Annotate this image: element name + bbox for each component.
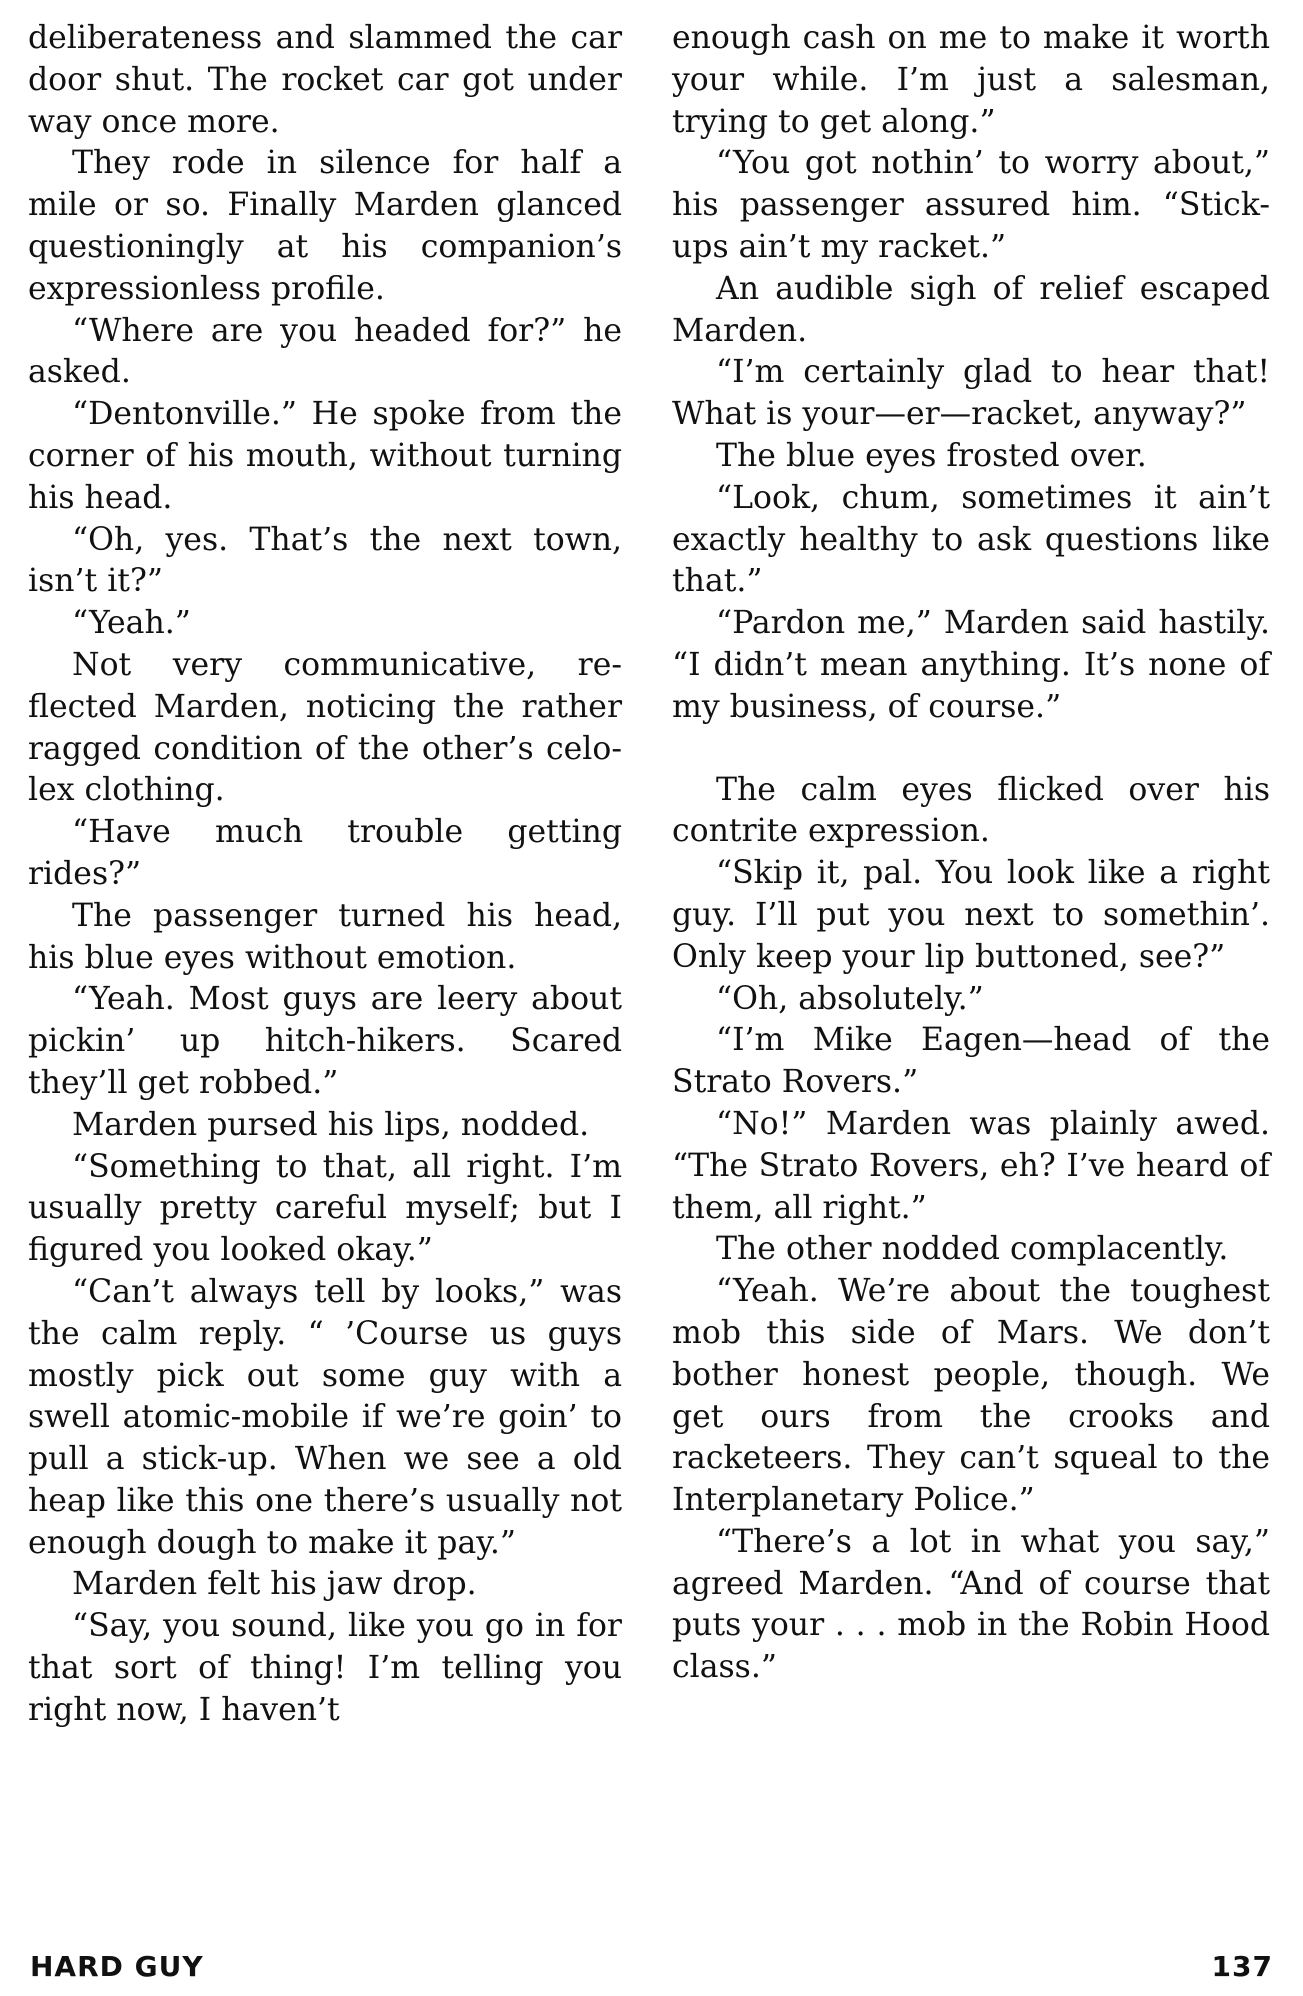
paragraph: The other nodded complacently.	[716, 1231, 1229, 1268]
text-column-left	[28, 18, 622, 1732]
paragraph: “Look, chum, sometimes it ain’t exactly healthy to ask questions like that.”	[672, 479, 1270, 600]
paragraph: The calm eyes flicked over his contrite expression.	[672, 771, 1270, 850]
paragraph: deliberateness and slammed the car door shut. The rocket car got under way once more.	[28, 20, 622, 140]
running-footer-title: HARD GUY	[30, 1950, 204, 1983]
paragraph: “No!” Marden was plainly awed. “The Strato Rovers, eh? I’ve heard of them, all right.”	[672, 1105, 1270, 1226]
paragraph: “Yeah. Most guys are leery about pickin’ up hitch-hikers. Scared they’ll get robbed.”	[28, 981, 622, 1101]
paragraph: The blue eyes frosted over.	[716, 437, 1147, 474]
paragraph: Marden pursed his lips, nodded.	[72, 1106, 590, 1143]
paragraph: “You got nothin’ to worry about,” his passenger assured him. “Stick-ups ain’t my racket.”	[672, 145, 1270, 265]
paragraph: enough cash on me to make it worth your while. I’m just a salesman, trying to get along.”	[672, 20, 1270, 140]
paragraph: “I’m certainly glad to hear that! What is your—er—racket, anyway?”	[672, 354, 1270, 433]
paragraph: “Pardon me,” Marden said hastily. “I didn’t mean anything. It’s none of my business, of course.”	[672, 605, 1270, 725]
paragraph: “Have much trouble getting rides?”	[28, 814, 622, 892]
paragraph: “Something to that, all right. I’m usually pretty careful myself; but I figured you looked okay.”	[28, 1148, 622, 1269]
paragraph: “Where are you headed for?” he asked.	[28, 312, 622, 391]
paragraph: They rode in silence for half a mile or so. Finally Marden glanced questioningly at his companion’s expressionless profile.	[28, 145, 622, 307]
paragraph: Not very communicative, reflected Marden, noticing the rather ragged condition of the other’s celo-lex clothing.	[28, 646, 622, 809]
paragraph: The passenger turned his head, his blue eyes without emotion.	[28, 897, 622, 976]
paragraph: “Yeah. We’re about the toughest mob this side of Mars. We don’t bother honest people, though. We get ours from the crooks and racketeers. They can’t squeal to the Interplanetary Police.”	[672, 1273, 1270, 1519]
paragraph: Marden felt his jaw drop.	[72, 1566, 477, 1603]
paragraph: “Oh, absolutely.”	[716, 980, 984, 1017]
paragraph: “There’s a lot in what you say,” agreed Marden. “And of course that puts your . . . mob in the Robin Hood class.”	[672, 1523, 1270, 1686]
paragraph: “Say, you sound, like you go in for that sort of thing! I’m telling you right now, I haven’t	[28, 1608, 622, 1728]
paragraph: “Can’t always tell by looks,” was the calm reply. “ ’Course us guys mostly pick out some guy with a swell atomic-mobile if we’re goin’ to pull a stick-up. When we see a old heap like this one there’s usually not enough dough to make it pay.”	[28, 1273, 622, 1561]
paragraph: “Skip it, pal. You look like a right guy. I’ll put you next to somethin’. Only keep your lip buttoned, see?”	[672, 855, 1270, 975]
paragraph: An audible sigh of relief escaped Marden.	[672, 270, 1270, 349]
paragraph: “Yeah.”	[72, 605, 191, 642]
paragraph: “Dentonville.” He spoke from the corner of his mouth, without turning his head.	[28, 396, 622, 516]
paragraph: “I’m Mike Eagen—head of the Strato Rovers.”	[672, 1022, 1270, 1101]
page-number: 137	[1211, 1950, 1273, 1983]
paragraph: “Oh, yes. That’s the next town, isn’t it?”	[28, 521, 622, 600]
text-column-right	[672, 18, 1270, 1689]
